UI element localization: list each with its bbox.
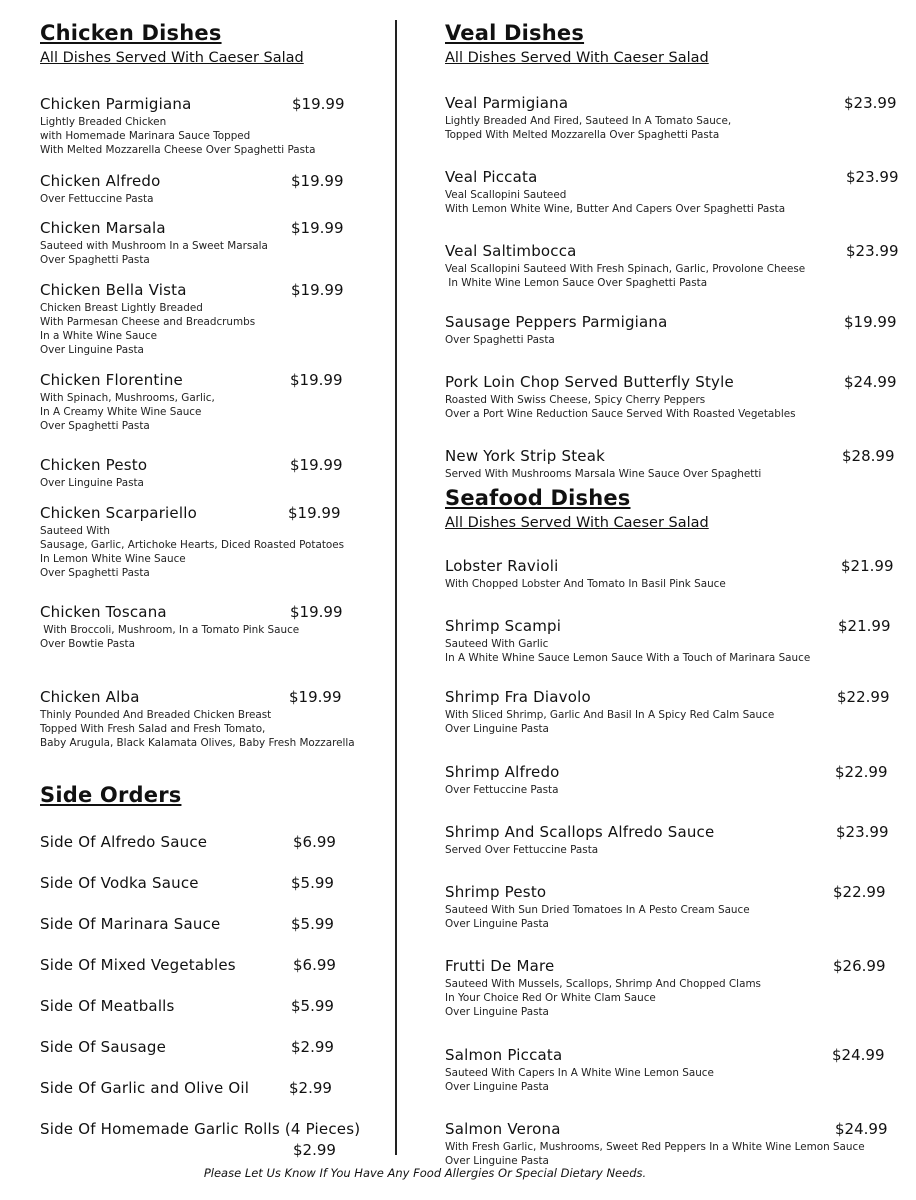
item-price: $24.99 <box>844 373 897 391</box>
item-description: Over Fettuccine Pasta <box>445 784 559 796</box>
item-description: Lightly Breaded And Fired, Sauteed In A Tomato Sauce, Topped With Melted Mozzarella Over Spaghetti Pasta <box>445 115 732 141</box>
item-description: Sauteed With Sun Dried Tomatoes In A Pesto Cream Sauce Over Linguine Pasta <box>445 904 750 930</box>
item-name: Veal Parmigiana <box>445 94 569 112</box>
item-price: $19.99 <box>290 371 343 389</box>
item-name: Chicken Alba <box>40 688 140 706</box>
item-description: With Fresh Garlic, Mushrooms, Sweet Red Peppers In a White Wine Lemon Sauce Over Linguine Pasta <box>445 1141 865 1167</box>
item-description: Sauteed With Sausage, Garlic, Artichoke Hearts, Diced Roasted Potatoes In Lemon White Wine Sauce Over Spaghetti Pasta <box>40 525 345 579</box>
item-price: $19.99 <box>289 688 342 706</box>
item-name: Shrimp Scampi <box>445 617 562 635</box>
item-name: Side Of Meatballs <box>40 997 175 1015</box>
item-name: Sausage Peppers Parmigiana <box>445 313 668 331</box>
item-price: $19.99 <box>290 603 343 621</box>
item-description: Over Linguine Pasta <box>40 477 144 489</box>
item-name: Side Of Marinara Sauce <box>40 915 221 933</box>
item-name: Chicken Florentine <box>40 371 183 389</box>
item-description: Sauteed With Garlic In A White Whine Sauce Lemon Sauce With a Touch of Marinara Sauce <box>445 638 811 664</box>
item-description: Thinly Pounded And Breaded Chicken Breast Topped With Fresh Salad and Fresh Tomato, Baby Arugula, Black Kalamata Olives, Baby Fresh Mozzarella <box>40 709 355 749</box>
item-name: Side Of Alfredo Sauce <box>40 833 208 851</box>
item-name: Side Of Homemade Garlic Rolls (4 Pieces) <box>40 1120 361 1138</box>
item-price: $26.99 <box>833 957 886 975</box>
chicken-section-title: Chicken Dishes <box>40 21 222 45</box>
item-price: $23.99 <box>846 168 899 186</box>
item-description: Chicken Breast Lightly Breaded With Parmesan Cheese and Breadcrumbs In a White Wine Sauce Over Linguine Pasta <box>40 302 256 356</box>
item-price: $19.99 <box>291 172 344 190</box>
item-price: $2.99 <box>293 1141 336 1159</box>
item-price: $21.99 <box>841 557 894 575</box>
item-price: $5.99 <box>291 874 334 892</box>
item-name: Side Of Sausage <box>40 1038 167 1056</box>
item-name: Lobster Ravioli <box>445 557 559 575</box>
seafood-section-subtitle: All Dishes Served With Caeser Salad <box>445 515 709 531</box>
item-name: Chicken Parmigiana <box>40 95 192 113</box>
item-name: Veal Piccata <box>445 168 538 186</box>
item-description: Veal Scallopini Sauteed With Fresh Spinach, Garlic, Provolone Cheese In White Wine Lemon Sauce Over Spaghetti Pasta <box>445 263 806 289</box>
item-description: Veal Scallopini Sauteed With Lemon White Wine, Butter And Capers Over Spaghetti Pasta <box>445 189 786 215</box>
item-name: Salmon Verona <box>445 1120 561 1138</box>
item-price: $2.99 <box>291 1038 334 1056</box>
item-description: Sauteed with Mushroom In a Sweet Marsala Over Spaghetti Pasta <box>40 240 268 266</box>
item-price: $6.99 <box>293 956 336 974</box>
item-price: $24.99 <box>832 1046 885 1064</box>
veal-section-title: Veal Dishes <box>445 21 585 45</box>
item-description: Lightly Breaded Chicken with Homemade Marinara Sauce Topped With Melted Mozzarella Cheese Over Spaghetti Pasta <box>40 116 316 156</box>
item-price: $23.99 <box>844 94 897 112</box>
item-price: $28.99 <box>842 447 895 465</box>
item-description: Served Over Fettuccine Pasta <box>445 844 599 856</box>
item-price: $19.99 <box>292 95 345 113</box>
item-name: Pork Loin Chop Served Butterfly Style <box>445 373 734 391</box>
item-name: New York Strip Steak <box>445 447 605 465</box>
item-price: $2.99 <box>289 1079 332 1097</box>
item-name: Chicken Marsala <box>40 219 166 237</box>
item-name: Side Of Vodka Sauce <box>40 874 199 892</box>
item-price: $19.99 <box>290 456 343 474</box>
item-description: Sauteed With Mussels, Scallops, Shrimp And Chopped Clams In Your Choice Red Or White Clam Sauce Over Linguine Pasta <box>445 978 761 1018</box>
item-description: Sauteed With Capers In A White Wine Lemon Sauce Over Linguine Pasta <box>445 1067 714 1093</box>
item-name: Salmon Piccata <box>445 1046 563 1064</box>
item-price: $19.99 <box>291 219 344 237</box>
allergy-notice: Please Let Us Know If You Have Any Food Allergies Or Special Dietary Needs. <box>203 1166 647 1180</box>
veal-section-subtitle: All Dishes Served With Caeser Salad <box>445 50 709 66</box>
item-name: Frutti De Mare <box>445 957 555 975</box>
item-description: With Sliced Shrimp, Garlic And Basil In A Spicy Red Calm Sauce Over Linguine Pasta <box>445 709 775 735</box>
item-description: With Broccoli, Mushroom, In a Tomato Pink Sauce Over Bowtie Pasta <box>40 624 300 650</box>
item-name: Chicken Pesto <box>40 456 148 474</box>
item-price: $22.99 <box>835 763 888 781</box>
item-name: Chicken Bella Vista <box>40 281 187 299</box>
item-name: Veal Saltimbocca <box>445 242 577 260</box>
item-price: $5.99 <box>291 915 334 933</box>
item-name: Shrimp Pesto <box>445 883 547 901</box>
item-name: Shrimp Alfredo <box>445 763 560 781</box>
item-description: Over Fettuccine Pasta <box>40 193 154 205</box>
item-description: Served With Mushrooms Marsala Wine Sauce Over Spaghetti <box>445 468 762 480</box>
item-price: $19.99 <box>844 313 897 331</box>
seafood-section-title: Seafood Dishes <box>445 486 631 510</box>
item-price: $23.99 <box>836 823 889 841</box>
item-name: Chicken Toscana <box>40 603 167 621</box>
item-name: Shrimp And Scallops Alfredo Sauce <box>445 823 715 841</box>
item-name: Side Of Mixed Vegetables <box>40 956 236 974</box>
item-price: $19.99 <box>291 281 344 299</box>
item-price: $19.99 <box>288 504 341 522</box>
chicken-section-subtitle: All Dishes Served With Caeser Salad <box>40 50 304 66</box>
item-price: $24.99 <box>835 1120 888 1138</box>
item-description: With Chopped Lobster And Tomato In Basil Pink Sauce <box>445 578 726 590</box>
item-price: $21.99 <box>838 617 891 635</box>
item-price: $23.99 <box>846 242 899 260</box>
item-price: $22.99 <box>833 883 886 901</box>
item-description: With Spinach, Mushrooms, Garlic, In A Creamy White Wine Sauce Over Spaghetti Pasta <box>40 392 215 432</box>
item-price: $6.99 <box>293 833 336 851</box>
item-name: Shrimp Fra Diavolo <box>445 688 591 706</box>
column-divider <box>395 20 397 1155</box>
side-orders-title: Side Orders <box>40 783 182 807</box>
item-price: $5.99 <box>291 997 334 1015</box>
item-description: Over Spaghetti Pasta <box>445 334 555 346</box>
item-name: Chicken Scarpariello <box>40 504 197 522</box>
item-price: $22.99 <box>837 688 890 706</box>
item-name: Chicken Alfredo <box>40 172 161 190</box>
item-name: Side Of Garlic and Olive Oil <box>40 1079 250 1097</box>
item-description: Roasted With Swiss Cheese, Spicy Cherry Peppers Over a Port Wine Reduction Sauce Served With Roasted Vegetables <box>445 394 796 420</box>
